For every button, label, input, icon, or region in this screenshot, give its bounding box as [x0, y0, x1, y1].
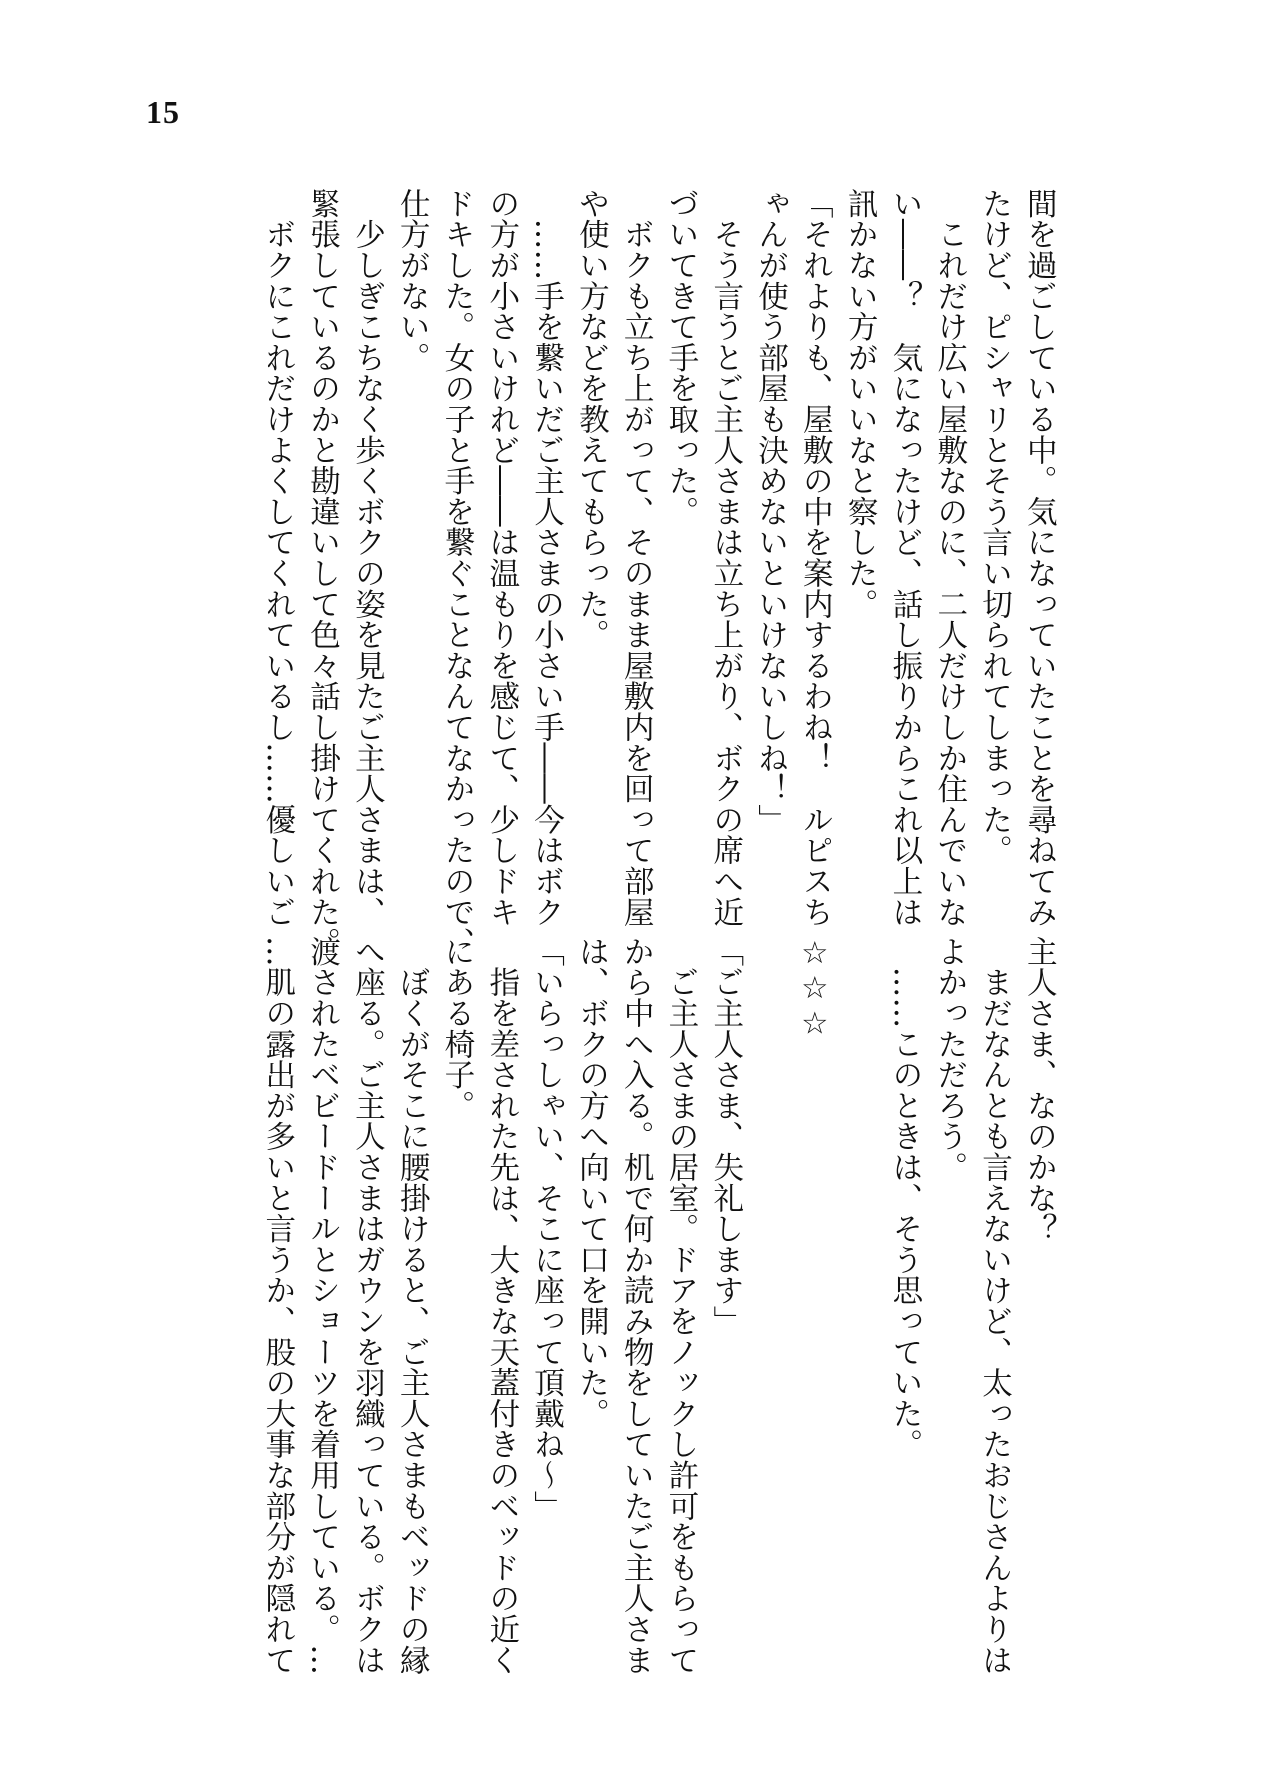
text-line: にある椅子。 — [438, 936, 474, 1121]
text-line: 指を差された先は、大きな天蓋付きのベッドの近く — [483, 936, 519, 1676]
lower-text-block — [254, 936, 1060, 1676]
text-line: や使い方などを教えてもらった。 — [573, 188, 609, 650]
text-line: 仕方がない。 — [394, 188, 430, 373]
text-line: の方が小さいけれど――は温もりを感じて、少しドキ — [483, 188, 519, 928]
text-line: ボクにこれだけよくしてくれているし……優しいご — [259, 188, 295, 928]
text-line: そう言うとご主人さまは立ち上がり、ボクの席へ近 — [707, 188, 743, 928]
text-line: ご主人さまの居室。ドアをノックし許可をもらって — [662, 936, 698, 1676]
text-line: まだなんとも言えないけど、太ったおじさんよりは — [976, 936, 1012, 1676]
text-line: は、ボクの方へ向いて口を開いた。 — [573, 936, 609, 1429]
text-line: これだけ広い屋敷なのに、二人だけしか住んでいな — [931, 188, 967, 928]
text-line: たけど、ピシャリとそう言い切られてしまった。 — [976, 188, 1012, 866]
text-line: ボクも立ち上がって、そのまま屋敷内を回って部屋 — [618, 188, 654, 928]
text-line: 少しぎこちなく歩くボクの姿を見たご主人さまは、 — [349, 188, 385, 928]
upper-text-block — [254, 188, 1060, 958]
text-line: 訊かない方がいいなと察した。 — [842, 188, 878, 620]
text-line: 「ご主人さま、失礼します」 — [707, 936, 743, 1337]
text-line: から中へ入る。机で何か読み物をしていたご主人さま — [618, 936, 654, 1676]
text-line: 緊張しているのかと勘違いして色々話し掛けてくれた。 — [304, 188, 340, 958]
text-line: よかっただろう。 — [931, 936, 967, 1183]
text-line: 「それよりも、屋敷の中を案内するわね！ ルピスち — [797, 188, 833, 928]
text-line: 間を過ごしている中。気になっていたことを尋ねてみ — [1021, 188, 1057, 928]
text-line — [747, 936, 792, 1636]
text-line: 渡されたベビードールとショーツを着用している。… — [304, 936, 340, 1676]
text-line: へ座る。ご主人さまはガウンを羽織っている。ボクは — [349, 936, 385, 1676]
text-line: づいてきて手を取った。 — [662, 188, 698, 527]
text-line: 主人さま、なのかな？ — [1021, 936, 1057, 1244]
page-number: 15 — [146, 94, 180, 130]
text-line: ぼくがそこに腰掛けると、ご主人さまもベッドの縁 — [394, 936, 430, 1676]
text-line: ……このときは、そう思っていた。 — [886, 936, 922, 1460]
text-line: い――？ 気になったけど、話し振りからこれ以上は — [886, 188, 922, 928]
text-line: ドキした。女の子と手を繋ぐことなんてなかったので、 — [438, 188, 474, 958]
text-line: ……手を繋いだご主人さまの小さい手――今はボク — [528, 188, 564, 928]
text-line — [836, 936, 881, 1636]
text-line: ゃんが使う部屋も決めないといけないしね！」 — [752, 188, 788, 835]
text-line: …肌の露出が多いと言うか、股の大事な部分が隠れて — [259, 936, 295, 1676]
text-line: 「いらっしゃい、そこに座って頂戴ね～」 — [528, 936, 564, 1522]
text-line: ☆☆☆ — [797, 936, 833, 1042]
